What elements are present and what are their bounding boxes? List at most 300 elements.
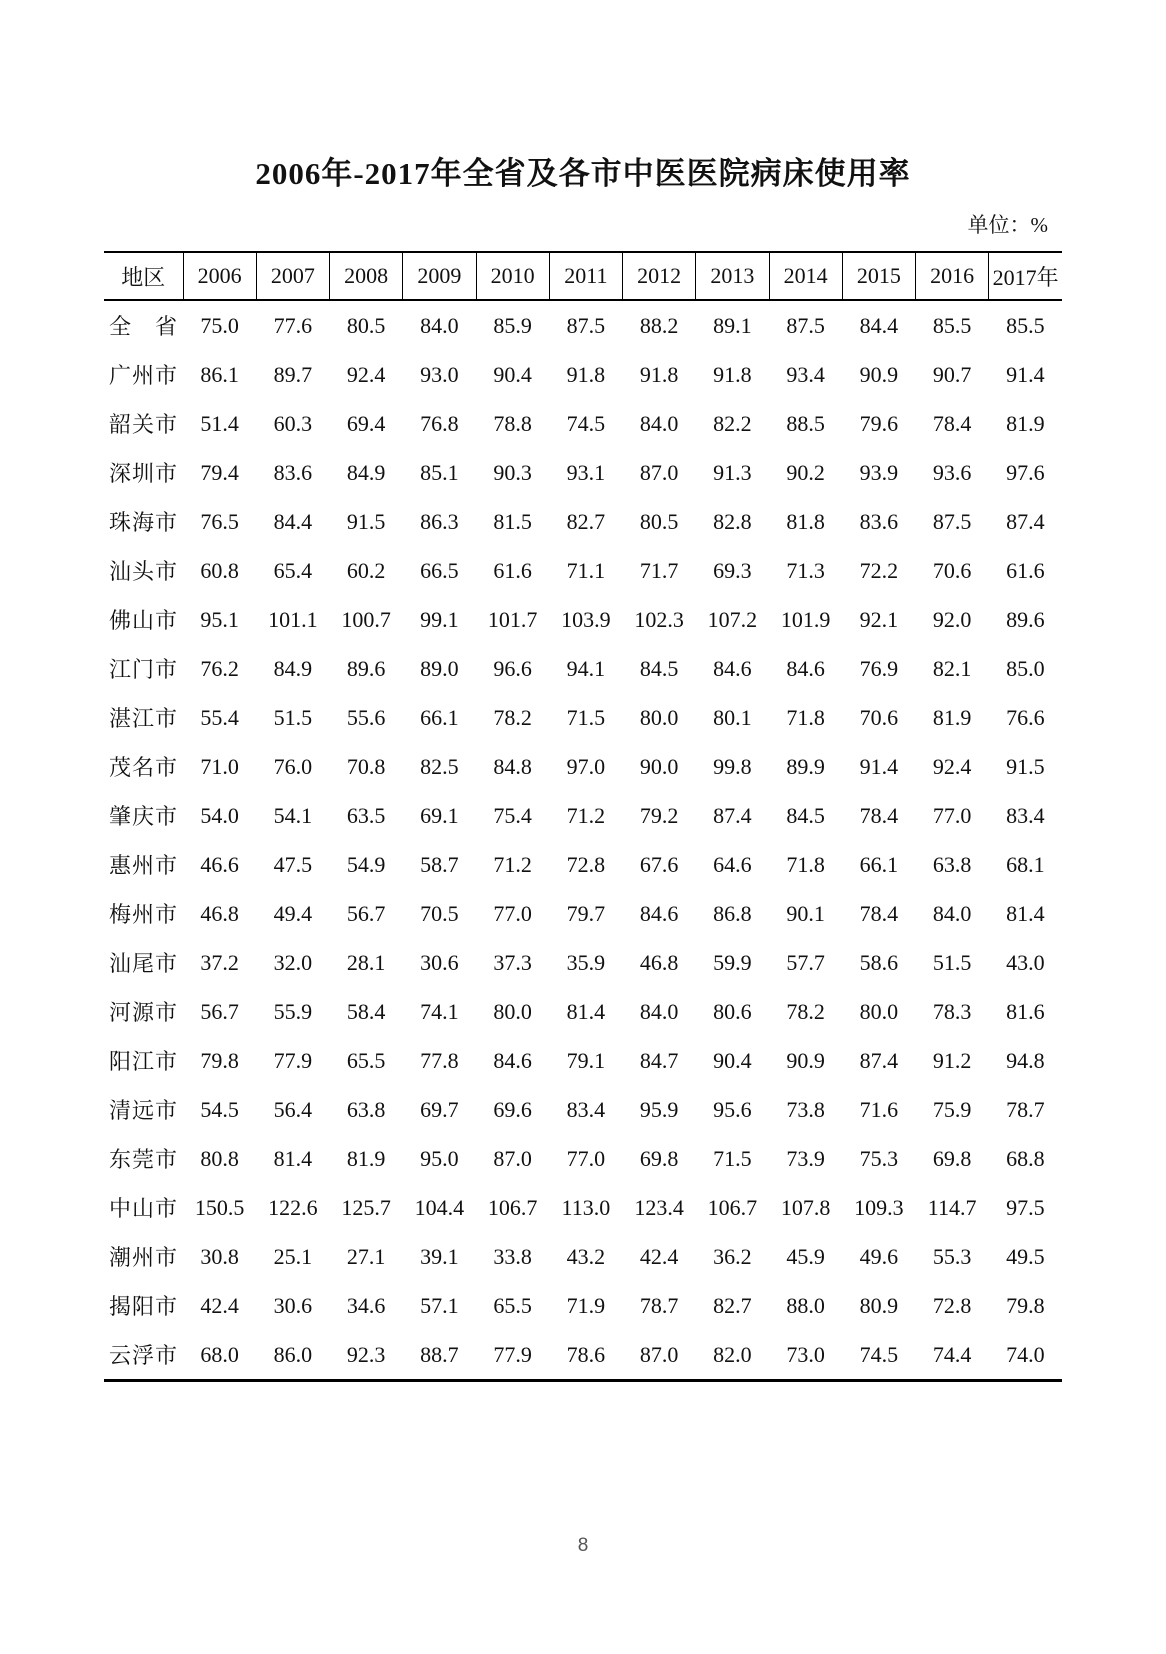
rate-cell: 80.6 — [713, 998, 752, 1024]
rate-cell: 84.6 — [639, 900, 679, 926]
rate-cell: 90.9 — [859, 361, 899, 387]
rate-cell: 68.8 — [1006, 1145, 1045, 1171]
table-row — [104, 1232, 1062, 1281]
table-row — [104, 840, 1062, 889]
rate-cell: 84.4 — [859, 312, 899, 338]
unit-label: 单位：% — [967, 213, 1048, 237]
rate-cell: 84.5 — [786, 802, 825, 828]
rate-cell: 57.1 — [420, 1292, 459, 1318]
rate-cell: 83.6 — [859, 508, 899, 534]
rate-cell: 87.0 — [493, 1145, 532, 1171]
rate-cell: 85.5 — [1006, 312, 1045, 338]
table-row — [104, 497, 1062, 546]
rate-cell: 81.4 — [1006, 900, 1045, 926]
rate-cell: 70.6 — [859, 704, 899, 730]
table-row — [104, 644, 1062, 693]
rate-cell: 42.4 — [639, 1243, 679, 1269]
rate-cell: 87.0 — [639, 459, 679, 485]
rate-cell: 80.9 — [859, 1292, 899, 1318]
rate-cell: 76.2 — [200, 655, 239, 681]
rate-cell: 80.5 — [639, 508, 679, 534]
rate-cell: 93.9 — [859, 459, 899, 485]
rate-cell: 80.5 — [346, 312, 386, 338]
rate-cell: 84.0 — [639, 998, 679, 1024]
rate-cell: 35.9 — [566, 949, 606, 975]
rate-cell: 78.7 — [639, 1292, 679, 1318]
rate-cell: 82.1 — [932, 655, 972, 681]
rate-cell: 36.2 — [713, 1243, 752, 1269]
column-header-year: 2011 — [549, 252, 622, 300]
table-row — [104, 1085, 1062, 1134]
table-row — [104, 350, 1062, 399]
rate-cell: 122.6 — [268, 1194, 318, 1220]
rate-cell: 79.6 — [859, 410, 899, 436]
region-cell: 肇庆市 — [108, 804, 178, 829]
rate-cell: 83.6 — [273, 459, 313, 485]
rate-cell: 89.1 — [713, 312, 752, 338]
rate-cell: 95.9 — [639, 1096, 679, 1122]
region-cell: 惠州市 — [108, 853, 178, 878]
rate-cell: 101.7 — [487, 606, 538, 632]
rate-cell: 91.5 — [1006, 753, 1045, 779]
rate-cell: 91.8 — [566, 361, 606, 387]
rate-cell: 64.6 — [713, 851, 752, 877]
rate-cell: 76.8 — [420, 410, 459, 436]
rate-cell: 97.6 — [1006, 459, 1045, 485]
rate-cell: 90.1 — [786, 900, 825, 926]
rate-cell: 82.2 — [713, 410, 752, 436]
rate-cell: 81.4 — [566, 998, 606, 1024]
rate-cell: 80.1 — [713, 704, 752, 730]
rate-cell: 77.9 — [273, 1047, 313, 1073]
table-row — [104, 1330, 1062, 1381]
column-header-region: 地区 — [104, 252, 183, 300]
rate-cell: 89.6 — [1006, 606, 1045, 632]
rate-cell: 86.1 — [200, 361, 239, 387]
rate-cell: 106.7 — [707, 1194, 758, 1220]
rate-cell: 71.5 — [713, 1145, 752, 1171]
rate-cell: 90.0 — [639, 753, 679, 779]
region-cell: 汕头市 — [108, 559, 178, 584]
rate-cell: 71.8 — [786, 704, 825, 730]
rate-cell: 81.9 — [1006, 410, 1045, 436]
rate-cell: 66.1 — [420, 704, 459, 730]
rate-cell: 89.7 — [273, 361, 313, 387]
rate-cell: 78.4 — [932, 410, 972, 436]
rate-cell: 71.5 — [566, 704, 606, 730]
rate-cell: 79.8 — [200, 1047, 239, 1073]
rate-cell: 76.6 — [1006, 704, 1045, 730]
rate-cell: 37.3 — [493, 949, 532, 975]
region-cell: 茂名市 — [108, 755, 178, 780]
table-row — [104, 1183, 1062, 1232]
rate-cell: 71.1 — [566, 557, 606, 583]
rate-cell: 100.7 — [341, 606, 391, 632]
table-header-row — [104, 252, 1062, 300]
rate-cell: 91.4 — [859, 753, 899, 779]
rate-cell: 54.9 — [346, 851, 386, 877]
rate-cell: 56.4 — [273, 1096, 313, 1122]
rate-cell: 46.8 — [200, 900, 239, 926]
rate-cell: 79.8 — [1006, 1292, 1045, 1318]
table-body — [104, 300, 1062, 1381]
rate-cell: 67.6 — [639, 851, 679, 877]
rate-cell: 84.5 — [639, 655, 679, 681]
rate-cell: 68.1 — [1006, 851, 1045, 877]
rate-cell: 85.5 — [932, 312, 972, 338]
rate-cell: 73.0 — [769, 1330, 842, 1381]
rate-cell: 99.8 — [713, 753, 752, 779]
rate-cell: 93.0 — [420, 361, 459, 387]
rate-cell: 55.4 — [200, 704, 239, 730]
column-header-year: 2008 — [330, 252, 403, 300]
page-number: 8 — [577, 1535, 589, 1556]
rate-cell: 75.9 — [932, 1096, 972, 1122]
region-cell: 湛江市 — [108, 706, 178, 731]
rate-cell: 69.8 — [932, 1145, 972, 1171]
rate-cell: 63.8 — [932, 851, 972, 877]
rate-cell: 71.3 — [786, 557, 825, 583]
rate-cell: 95.6 — [713, 1096, 752, 1122]
rate-cell: 92.4 — [346, 361, 386, 387]
rate-cell: 69.3 — [713, 557, 752, 583]
rate-cell: 88.5 — [786, 410, 825, 436]
rate-cell: 89.0 — [420, 655, 459, 681]
rate-cell: 92.4 — [932, 753, 972, 779]
rate-cell: 87.4 — [1006, 508, 1045, 534]
rate-cell: 84.4 — [273, 508, 313, 534]
rate-cell: 80.0 — [493, 998, 532, 1024]
rate-cell: 78.4 — [859, 900, 899, 926]
column-header-year: 2014 — [769, 252, 842, 300]
region-cell: 梅州市 — [108, 902, 178, 927]
rate-cell: 77.9 — [476, 1330, 549, 1381]
rate-cell: 91.8 — [713, 361, 752, 387]
rate-cell: 75.3 — [859, 1145, 899, 1171]
rate-cell: 90.9 — [786, 1047, 825, 1073]
table-row — [104, 300, 1062, 350]
rate-cell: 58.6 — [859, 949, 899, 975]
rate-cell: 90.2 — [786, 459, 825, 485]
rate-cell: 80.8 — [200, 1145, 239, 1171]
rate-cell: 74.4 — [916, 1330, 989, 1381]
rate-cell: 77.6 — [273, 312, 313, 338]
column-header-year: 2017年 — [989, 252, 1062, 300]
rate-cell: 76.5 — [200, 508, 239, 534]
rate-cell: 66.5 — [420, 557, 459, 583]
region-cell: 全 省 — [108, 314, 178, 339]
rate-cell: 113.0 — [561, 1194, 611, 1220]
rate-cell: 49.6 — [859, 1243, 899, 1269]
rate-cell: 55.9 — [273, 998, 313, 1024]
column-header-year: 2015 — [842, 252, 915, 300]
rate-cell: 71.7 — [639, 557, 679, 583]
rate-cell: 45.9 — [786, 1243, 825, 1269]
rate-cell: 107.2 — [707, 606, 758, 632]
rate-cell: 70.6 — [932, 557, 972, 583]
rate-cell: 46.8 — [639, 949, 679, 975]
table-row — [104, 546, 1062, 595]
rate-cell: 71.2 — [493, 851, 532, 877]
rate-cell: 30.8 — [200, 1243, 239, 1269]
rate-cell: 84.6 — [786, 655, 825, 681]
rate-cell: 103.9 — [561, 606, 611, 632]
rate-cell: 88.2 — [639, 312, 679, 338]
rate-cell: 43.2 — [566, 1243, 606, 1269]
rate-cell: 101.9 — [780, 606, 831, 632]
rate-cell: 85.9 — [493, 312, 532, 338]
rate-cell: 65.5 — [346, 1047, 386, 1073]
rate-cell: 93.4 — [786, 361, 825, 387]
rate-cell: 84.0 — [420, 312, 459, 338]
table-row — [104, 448, 1062, 497]
rate-cell: 30.6 — [273, 1292, 313, 1318]
rate-cell: 97.0 — [566, 753, 606, 779]
rate-cell: 77.8 — [420, 1047, 459, 1073]
rate-cell: 78.4 — [859, 802, 899, 828]
rate-cell: 74.5 — [566, 410, 606, 436]
rate-cell: 84.7 — [639, 1047, 679, 1073]
rate-cell: 91.2 — [932, 1047, 972, 1073]
rate-cell: 89.9 — [786, 753, 825, 779]
rate-cell: 88.0 — [786, 1292, 825, 1318]
rate-cell: 87.5 — [566, 312, 606, 338]
rate-cell: 107.8 — [780, 1194, 831, 1220]
region-cell: 东莞市 — [108, 1147, 178, 1172]
page-title: 2006年-2017年全省及各市中医医院病床使用率 — [255, 156, 911, 191]
rate-cell: 86.0 — [256, 1330, 329, 1381]
rate-cell: 82.5 — [420, 753, 459, 779]
region-cell: 韶关市 — [108, 412, 178, 437]
rate-cell: 97.5 — [1006, 1194, 1045, 1220]
rate-cell: 49.5 — [1006, 1243, 1045, 1269]
rate-cell: 56.7 — [346, 900, 386, 926]
rate-cell: 84.0 — [639, 410, 679, 436]
rate-cell: 90.7 — [932, 361, 972, 387]
rate-cell: 78.6 — [549, 1330, 622, 1381]
rate-cell: 84.6 — [493, 1047, 532, 1073]
rate-cell: 57.7 — [786, 949, 825, 975]
rate-cell: 25.1 — [273, 1243, 313, 1269]
rate-cell: 77.0 — [932, 802, 972, 828]
column-header-year: 2007 — [256, 252, 329, 300]
rate-cell: 65.5 — [493, 1292, 532, 1318]
table-row — [104, 595, 1062, 644]
rate-cell: 79.1 — [566, 1047, 606, 1073]
rate-cell: 54.5 — [200, 1096, 239, 1122]
rate-cell: 87.4 — [713, 802, 752, 828]
rate-cell: 66.1 — [859, 851, 899, 877]
rate-cell: 81.9 — [346, 1145, 386, 1171]
rate-cell: 69.7 — [420, 1096, 459, 1122]
region-cell: 中山市 — [108, 1196, 178, 1221]
rate-cell: 60.8 — [200, 557, 239, 583]
rate-cell: 86.8 — [713, 900, 752, 926]
rate-cell: 95.0 — [420, 1145, 459, 1171]
region-cell: 河源市 — [108, 1000, 178, 1025]
rate-cell: 55.3 — [932, 1243, 972, 1269]
rate-cell: 81.9 — [932, 704, 972, 730]
rate-cell: 69.1 — [420, 802, 459, 828]
region-cell: 广州市 — [108, 363, 178, 388]
rate-cell: 76.0 — [273, 753, 313, 779]
region-cell: 江门市 — [108, 657, 178, 682]
rate-cell: 81.6 — [1006, 998, 1045, 1024]
rate-cell: 28.1 — [346, 949, 386, 975]
rate-cell: 79.7 — [566, 900, 606, 926]
rate-cell: 79.4 — [200, 459, 239, 485]
rate-cell: 91.3 — [713, 459, 752, 485]
rate-cell: 54.1 — [273, 802, 313, 828]
rate-cell: 93.6 — [932, 459, 972, 485]
column-header-year: 2010 — [476, 252, 549, 300]
rate-cell: 88.7 — [403, 1330, 476, 1381]
rate-cell: 32.0 — [273, 949, 313, 975]
rate-cell: 92.0 — [932, 606, 972, 632]
rate-cell: 72.8 — [566, 851, 606, 877]
rate-cell: 71.2 — [566, 802, 606, 828]
rate-cell: 76.9 — [859, 655, 899, 681]
column-header-year: 2009 — [403, 252, 476, 300]
rate-cell: 84.9 — [346, 459, 386, 485]
rate-cell: 34.6 — [346, 1292, 386, 1318]
table-row — [104, 1134, 1062, 1183]
rate-cell: 92.1 — [859, 606, 899, 632]
rate-cell: 63.5 — [346, 802, 386, 828]
rate-cell: 78.2 — [786, 998, 825, 1024]
region-cell: 揭阳市 — [108, 1294, 178, 1319]
rate-cell: 58.7 — [420, 851, 459, 877]
rate-cell: 54.0 — [200, 802, 239, 828]
rate-cell: 65.4 — [273, 557, 313, 583]
table-row — [104, 1281, 1062, 1330]
rate-cell: 85.0 — [1006, 655, 1045, 681]
rate-cell: 61.6 — [493, 557, 532, 583]
bed-usage-table — [104, 251, 1062, 1382]
table-row — [104, 889, 1062, 938]
rate-cell: 104.4 — [414, 1194, 465, 1220]
rate-cell: 101.1 — [268, 606, 318, 632]
table-row — [104, 399, 1062, 448]
table-row — [104, 693, 1062, 742]
rate-cell: 78.7 — [1006, 1096, 1045, 1122]
rate-cell: 87.4 — [859, 1047, 899, 1073]
rate-cell: 70.5 — [420, 900, 459, 926]
rate-cell: 87.0 — [623, 1330, 696, 1381]
rate-cell: 75.0 — [200, 312, 239, 338]
rate-cell: 82.7 — [713, 1292, 752, 1318]
rate-cell: 99.1 — [420, 606, 459, 632]
rate-cell: 102.3 — [634, 606, 684, 632]
rate-cell: 58.4 — [346, 998, 386, 1024]
rate-cell: 89.6 — [346, 655, 386, 681]
rate-cell: 37.2 — [200, 949, 239, 975]
rate-cell: 81.8 — [786, 508, 825, 534]
rate-cell: 82.0 — [696, 1330, 769, 1381]
table-row — [104, 742, 1062, 791]
region-cell: 佛山市 — [108, 608, 178, 633]
rate-cell: 84.8 — [493, 753, 532, 779]
rate-cell: 69.4 — [346, 410, 386, 436]
rate-cell: 85.1 — [420, 459, 459, 485]
rate-cell: 82.7 — [566, 508, 606, 534]
rate-cell: 79.2 — [639, 802, 679, 828]
rate-cell: 33.8 — [493, 1243, 532, 1269]
rate-cell: 125.7 — [341, 1194, 391, 1220]
rate-cell: 92.3 — [330, 1330, 403, 1381]
rate-cell: 30.6 — [420, 949, 459, 975]
rate-cell: 39.1 — [420, 1243, 459, 1269]
rate-cell: 51.5 — [932, 949, 972, 975]
rate-cell: 91.8 — [639, 361, 679, 387]
rate-cell: 87.5 — [786, 312, 825, 338]
region-cell: 云浮市 — [104, 1330, 183, 1381]
rate-cell: 83.4 — [1006, 802, 1045, 828]
rate-cell: 81.4 — [273, 1145, 313, 1171]
region-cell: 珠海市 — [108, 510, 178, 535]
rate-cell: 69.8 — [639, 1145, 679, 1171]
rate-cell: 78.2 — [493, 704, 532, 730]
rate-cell: 74.5 — [842, 1330, 915, 1381]
rate-cell: 83.4 — [566, 1096, 606, 1122]
rate-cell: 84.0 — [932, 900, 972, 926]
table-row — [104, 987, 1062, 1036]
rate-cell: 73.8 — [786, 1096, 825, 1122]
rate-cell: 51.4 — [200, 410, 239, 436]
rate-cell: 75.4 — [493, 802, 532, 828]
rate-cell: 73.9 — [786, 1145, 825, 1171]
rate-cell: 82.8 — [713, 508, 752, 534]
rate-cell: 70.8 — [346, 753, 386, 779]
rate-cell: 84.6 — [713, 655, 752, 681]
rate-cell: 47.5 — [273, 851, 313, 877]
rate-cell: 77.0 — [493, 900, 532, 926]
rate-cell: 71.8 — [786, 851, 825, 877]
column-header-year: 2016 — [916, 252, 989, 300]
rate-cell: 84.9 — [273, 655, 313, 681]
rate-cell: 68.0 — [183, 1330, 256, 1381]
rate-cell: 72.8 — [932, 1292, 972, 1318]
table-row — [104, 791, 1062, 840]
rate-cell: 78.3 — [932, 998, 972, 1024]
rate-cell: 106.7 — [487, 1194, 538, 1220]
rate-cell: 90.3 — [493, 459, 532, 485]
rate-cell: 91.4 — [1006, 361, 1045, 387]
rate-cell: 94.1 — [566, 655, 606, 681]
rate-cell: 109.3 — [854, 1194, 904, 1220]
rate-cell: 123.4 — [634, 1194, 684, 1220]
region-cell: 汕尾市 — [108, 951, 178, 976]
rate-cell: 59.9 — [713, 949, 752, 975]
rate-cell: 74.0 — [989, 1330, 1062, 1381]
rate-cell: 71.6 — [859, 1096, 899, 1122]
rate-cell: 95.1 — [200, 606, 239, 632]
rate-cell: 87.5 — [932, 508, 972, 534]
rate-cell: 114.7 — [927, 1194, 977, 1220]
table-row — [104, 938, 1062, 987]
rate-cell: 49.4 — [273, 900, 313, 926]
rate-cell: 94.8 — [1006, 1047, 1045, 1073]
rate-cell: 46.6 — [200, 851, 239, 877]
column-header-year: 2013 — [696, 252, 769, 300]
rate-cell: 42.4 — [200, 1292, 239, 1318]
rate-cell: 86.3 — [420, 508, 459, 534]
rate-cell: 78.8 — [493, 410, 532, 436]
rate-cell: 63.8 — [346, 1096, 386, 1122]
region-cell: 清远市 — [108, 1098, 178, 1123]
rate-cell: 93.1 — [566, 459, 606, 485]
rate-cell: 77.0 — [566, 1145, 606, 1171]
